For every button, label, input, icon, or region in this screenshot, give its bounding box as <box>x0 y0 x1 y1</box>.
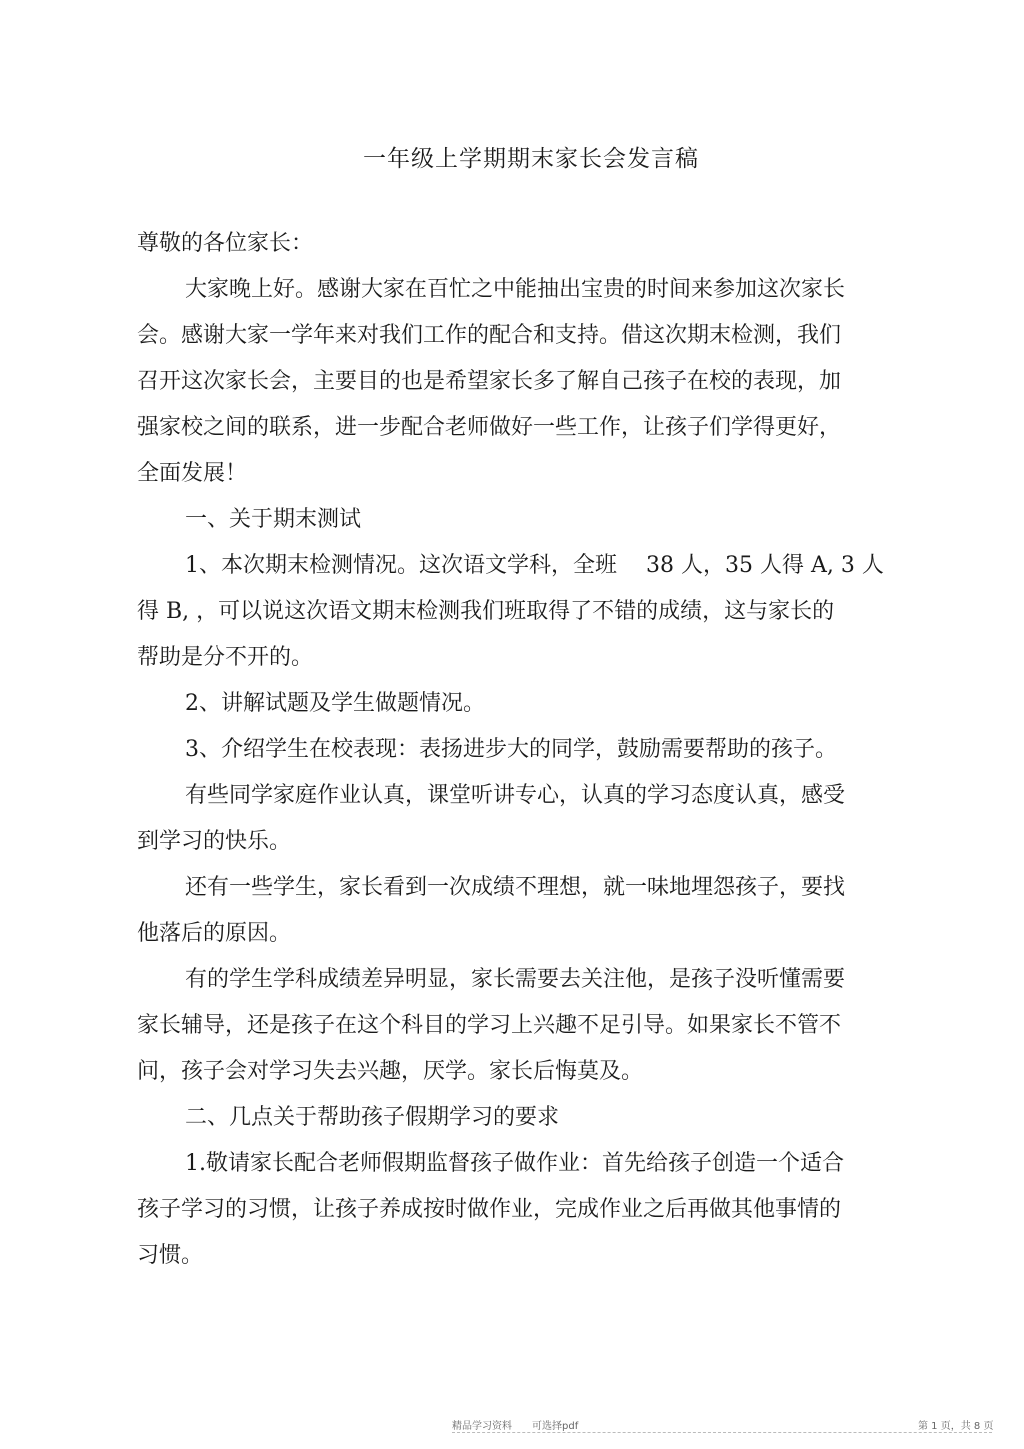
text-line: 全面发展！ <box>137 461 248 486</box>
text-line: 有的学生学科成绩差异明显，家长需要去关注他，是孩子没听懂需要 <box>185 967 846 992</box>
text-line: 大家晚上好。感谢大家在百忙之中能抽出宝贵的时间来参加这次家长 <box>185 277 846 302</box>
text-line: 召开这次家长会，主要目的也是希望家长多了解自己孩子在校的表现，加 <box>137 369 842 394</box>
text-line: 1.敬请家长配合老师假期监督孩子做作业：首先给孩子创造一个适合 <box>185 1151 844 1176</box>
footer-divider <box>452 1432 992 1433</box>
text-line: 得 B, ，可以说这次语文期末检测我们班取得了不错的成绩，这与家长的 <box>137 599 835 624</box>
text-line: 1、本次期末检测情况。这次语文学科，全班 38 人，35 人得 A, 3 人 <box>185 553 884 578</box>
text-line: 有些同学家庭作业认真，课堂听讲专心，认真的学习态度认真，感受 <box>185 783 846 808</box>
text-line: 孩子学习的习惯，让孩子养成按时做作业，完成作业之后再做其他事情的 <box>137 1197 842 1222</box>
document-title: 一年级上学期期末家长会发言稿 <box>363 146 699 172</box>
text-line: 一、关于期末测试 <box>185 507 362 532</box>
text-line: 家长辅导，还是孩子在这个科目的学习上兴趣不足引导。如果家长不管不 <box>137 1013 842 1038</box>
text-line: 习惯。 <box>137 1243 204 1268</box>
text-line: 会。感谢大家一学年来对我们工作的配合和支持。借这次期末检测，我们 <box>137 323 842 348</box>
text-line: 二、几点关于帮助孩子假期学习的要求 <box>185 1105 560 1130</box>
footer-page-number: 第 1 页，共 8 页 <box>918 1421 994 1432</box>
text-line: 问，孩子会对学习失去兴趣，厌学。家长后悔莫及。 <box>137 1059 644 1084</box>
footer-left-text: 精品学习资料 可选择pdf <box>452 1421 579 1432</box>
text-line: 强家校之间的联系，进一步配合老师做好一些工作，让孩子们学得更好， <box>137 415 842 440</box>
document-body <box>137 221 897 1279</box>
text-line: 3、介绍学生在校表现：表扬进步大的同学，鼓励需要帮助的孩子。 <box>185 737 837 762</box>
text-line: 他落后的原因。 <box>137 921 292 946</box>
text-line: 2、讲解试题及学生做题情况。 <box>185 691 485 716</box>
text-line: 还有一些学生，家长看到一次成绩不理想，就一味地埋怨孩子，要找 <box>185 875 846 900</box>
text-line: 帮助是分不开的。 <box>137 645 314 670</box>
text-line: 到学习的快乐。 <box>137 829 292 854</box>
text-line: 尊敬的各位家长： <box>137 231 314 256</box>
